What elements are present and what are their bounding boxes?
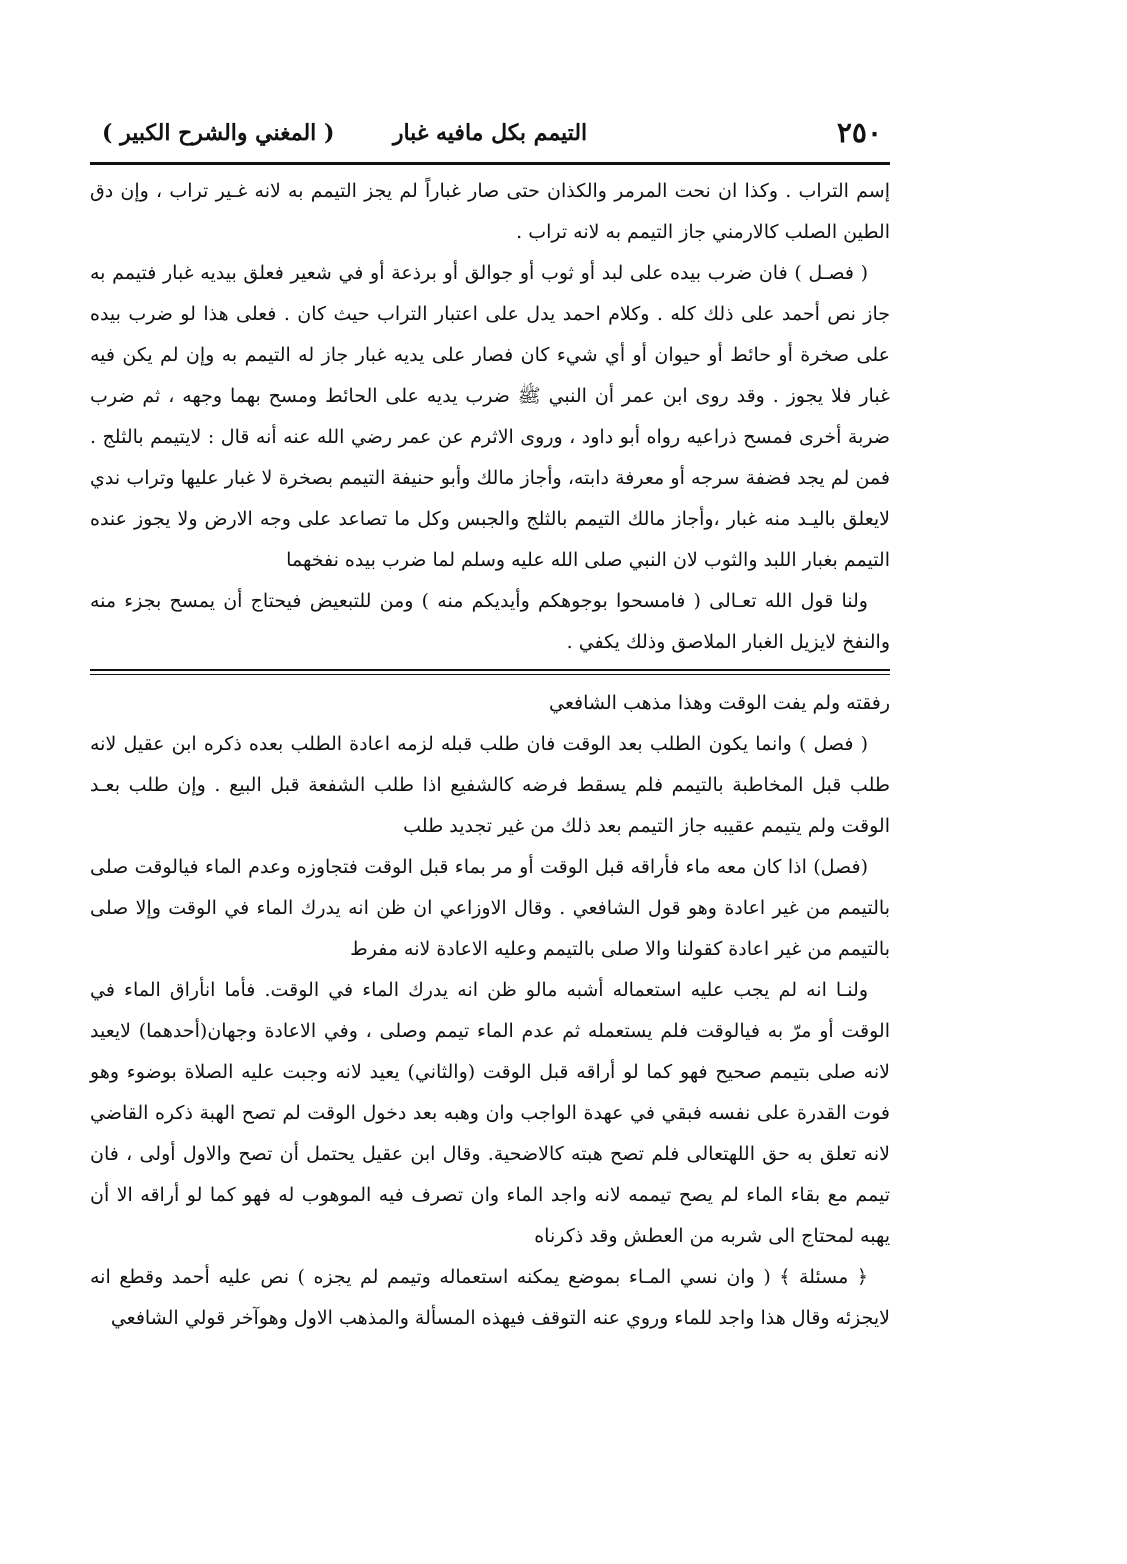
running-title: التيمم بكل مافيه غبار [392, 120, 588, 146]
book-title: ( المغني والشرح الكبير ) [102, 120, 335, 146]
page-header [90, 110, 890, 158]
header-rule [90, 162, 890, 165]
book-page [90, 110, 890, 1339]
page-number: ٢٥٠ [836, 116, 882, 149]
lower-section [90, 683, 890, 1339]
paragraph: (فصل) اذا كان معه ماء فأراقه قبل الوقت أو مر بماء قبل الوقت فتجاوزه وعدم الماء فيالوقت صلى بالتيمم من غير اعادة وهو قول الشافعي . وقال الاوزاعي ان ظن انه يدرك الماء في الوقت وإلا صلى بالتيمم من غير اعادة كقولنا والا صلى بالتيمم وعليه الاعادة لانه مفرط [90, 856, 890, 960]
paragraph: ﴿ مسئلة ﴾ ( وان نسي المـاء بموضع يمكنه استعماله وتيمم لم يجزه ) نص عليه أحمد وقطع انه لايجزئه وقال هذا واجد للماء وروي عنه التوقف فيهذه المسألة والمذهب الاول وهوآخر قولي الشافعي [90, 1266, 890, 1329]
paragraph: ( فصـل ) فان ضرب بيده على لبد أو ثوب أو جوالق أو برذعة أو في شعير فعلق بيديه غبار فتيمم به جاز نص أحمد على ذلك كله . وكلام احمد يدل على اعتبار التراب حيث كان . فعلى هذا لو ضرب بيده على صخرة أو حائط أو حيوان أو أي شيء كان فصار على يديه غبار جاز له التيمم به وإن لم يكن فيه غبار فلا يجوز . وقد روى ابن عمر أن النبي ﷺ ضرب يديه على الحائط ومسح بهما وجهه ، ثم ضرب ضربة أخرى فمسح ذراعيه رواه أبو داود ، وروى الاثرم عن عمر رضي الله عنه أنه قال : لايتيمم بالثلج . فمن لم يجد فضفة سرجه أو معرفة دابته، وأجاز مالك وأبو حنيفة التيمم بصخرة لا غبار عليها وتراب ندي لايعلق باليـد منه غبار ،وأجاز مالك التيمم بالثلج والجبس وكل ما تصاعد على وجه الارض ولا يجوز عنده التيمم بغبار اللبد والثوب لان النبي صلى الله عليه وسلم لما ضرب بيده نفخهما [90, 262, 890, 571]
paragraph: ولنا قول الله تعـالى ( فامسحوا بوجوهكم وأيديكم منه ) ومن للتبعيض فيحتاج أن يمسح بجزء منه والنفخ لايزيل الغبار الملاصق وذلك يكفي . [90, 590, 890, 653]
section-divider [90, 669, 890, 675]
paragraph: ولنـا انه لم يجب عليه استعماله أشبه مالو ظن انه يدرك الماء في الوقت. فأما انأراق الماء في الوقت أو مرّ به فيالوقت فلم يستعمله ثم عدم الماء تيمم وصلى ، وفي الاعادة وجهان(أحدهما) لايعيد لانه صلى بتيمم صحيح فهو كما لو أراقه قبل الوقت (والثاني) يعيد لانه وجبت عليه الصلاة بوضوء وهو فوت القدرة على نفسه فبقي في عهدة الواجب وان وهبه بعد دخول الوقت لم تصح الهبة ذكره القاضي لانه تعلق به حق اللهتعالى فلم تصح هبته كالاضحية. وقال ابن عقيل يحتمل أن تصح والاول أولى ، فان تيمم مع بقاء الماء لم يصح تيممه لانه واجد الماء وان تصرف فيه الموهوب له فهو كما لو أراقه الا أن يهبه لمحتاج الى شربه من العطش وقد ذكرناه [90, 979, 890, 1247]
upper-section [90, 171, 890, 663]
paragraph: ( فصل ) وانما يكون الطلب بعد الوقت فان طلب قبله لزمه اعادة الطلب بعده ذكره ابن عقيل لانه طلب قبل المخاطبة بالتيمم فلم يسقط فرضه كالشفيع اذا طلب الشفعة قبل البيع . وإن طلب بعـد الوقت ولم يتيمم عقيبه جاز التيمم بعد ذلك من غير تجديد طلب [90, 733, 890, 837]
paragraph: إسم التراب . وكذا ان نحت المرمر والكذان حتى صار غباراً لم يجز التيمم به لانه غـير تراب ، وإن دق الطين الصلب كالارمني جاز التيمم به لانه تراب . [90, 180, 890, 243]
paragraph: رفقته ولم يفت الوقت وهذا مذهب الشافعي [549, 692, 890, 714]
